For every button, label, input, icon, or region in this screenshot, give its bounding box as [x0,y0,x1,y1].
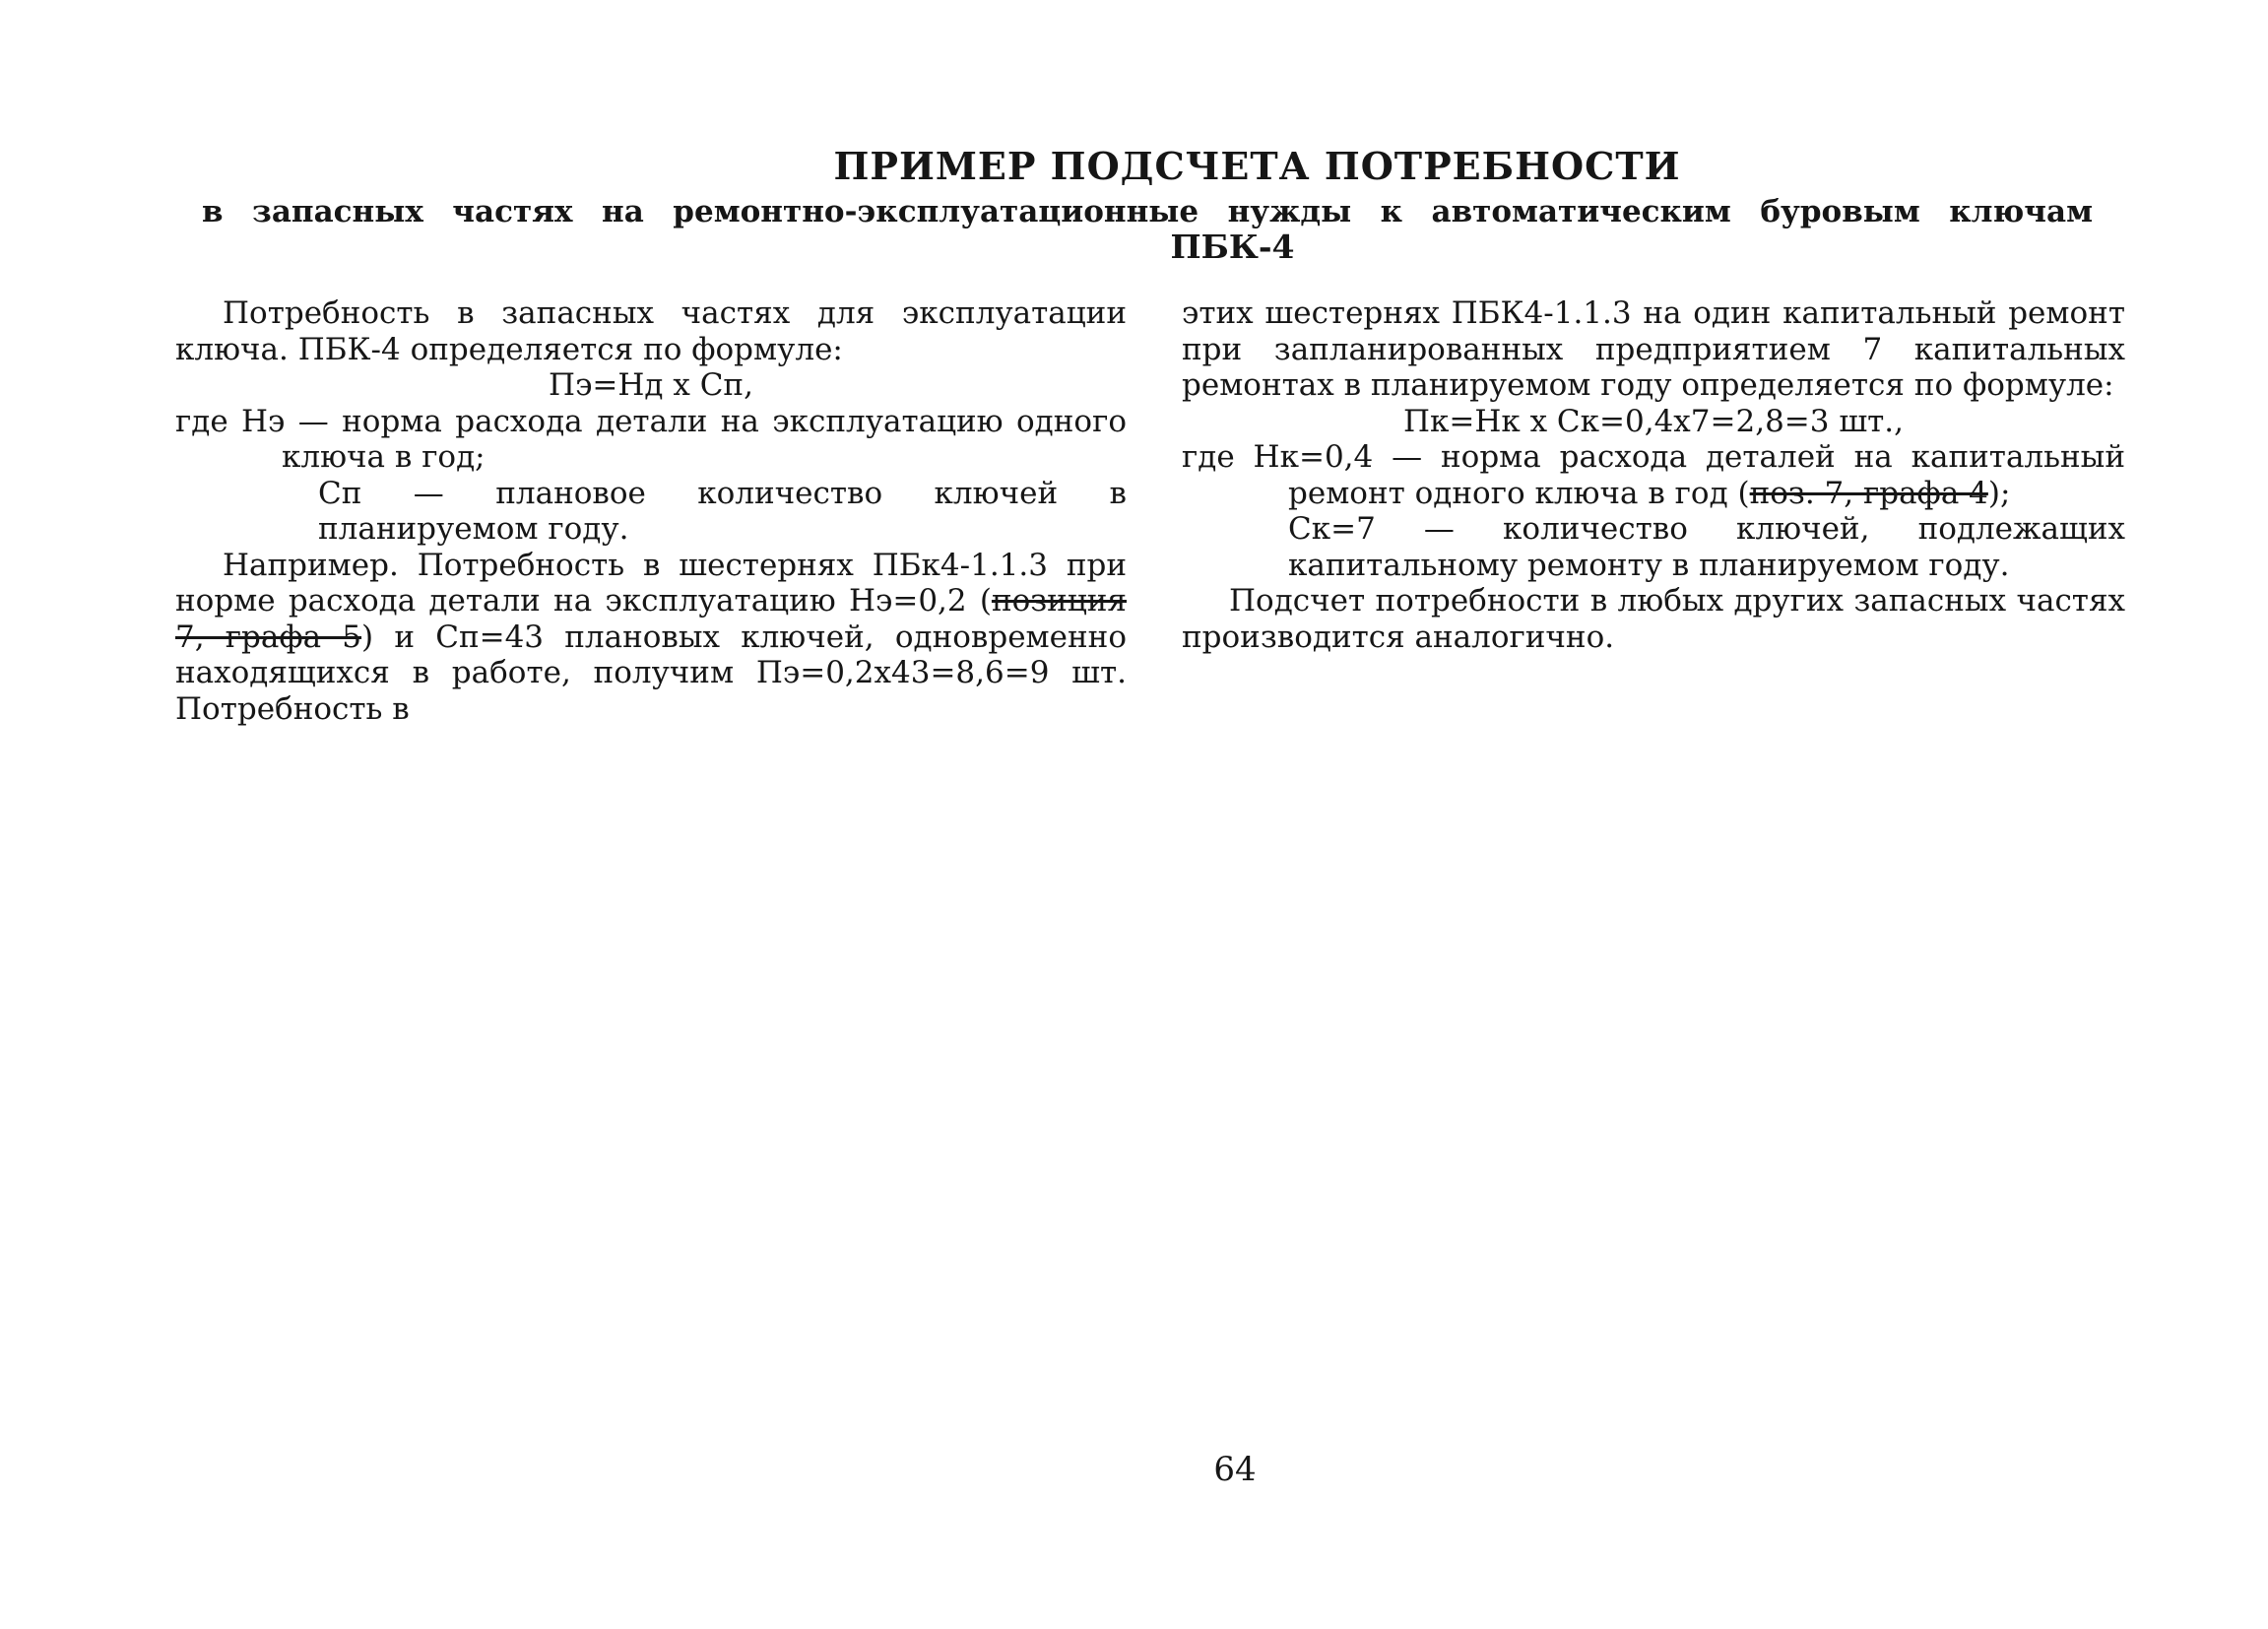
intro-paragraph: Потребность в запасных частях для эксплуатации ключа. ПБК-4 определяется по формуле: [175,295,1127,367]
formula-pe: Пэ=Нд х Сп, [549,367,753,403]
right-column [1182,295,2125,655]
document-subtitle-model: ПБК-4 [1170,228,1295,266]
continuation-paragraph: этих шестернях ПБК4-1.1.3 на один капитальный ремонт при запланированных предприятием 7 капитальных ремонтах в планируемом году определяется по формуле: [1182,295,2125,403]
document-title: ПРИМЕР ПОДСЧЕТА ПОТРЕБНОСТИ [833,144,1681,188]
conclusion-paragraph: Подсчет потребности в любых других запасных частях производится аналогично. [1182,583,2125,655]
page-number: 64 [1213,1450,1257,1489]
example-struck-reference: позиция 7, графа 5 [175,583,1127,655]
definition-hk-start: где Нк=0,4 — норма расхода деталей на капитальный ремонт одного ключа в год ( [1182,439,2125,511]
left-column [175,295,1127,727]
example-paragraph [175,548,1127,728]
definition-hk-end: ); [1987,475,2011,511]
definition-he: где Нэ — норма расхода детали на эксплуатацию одного ключа в год; [175,403,1127,475]
definition-hk-struck-reference: поз. 7, графа 4 [1749,475,1988,511]
example-text-start: Например. Потребность в шестернях ПБк4-1.1.3 при норме расхода детали на эксплуатацию Нэ=0,2 ( [175,547,1127,619]
definition-sk: Ск=7 — количество ключей, подлежащих капитальному ремонту в планируемом году. [1288,511,2125,583]
example-text-end: ) и Сп=43 плановых ключей, одновременно находящихся в работе, получим Пэ=0,2х43=8,6=9 шт. Потребность в [175,619,1127,727]
definition-sp: Сп — плановое количество ключей в планируемом году. [318,475,1127,547]
definition-hk [1182,439,2125,511]
document-subtitle: в запасных частях на ремонтно-эксплуатационные нужды к автоматическим буровым ключам [202,194,2093,229]
formula-pk: Пк=Нк х Ск=0,4х7=2,8=3 шт., [1402,403,1905,439]
